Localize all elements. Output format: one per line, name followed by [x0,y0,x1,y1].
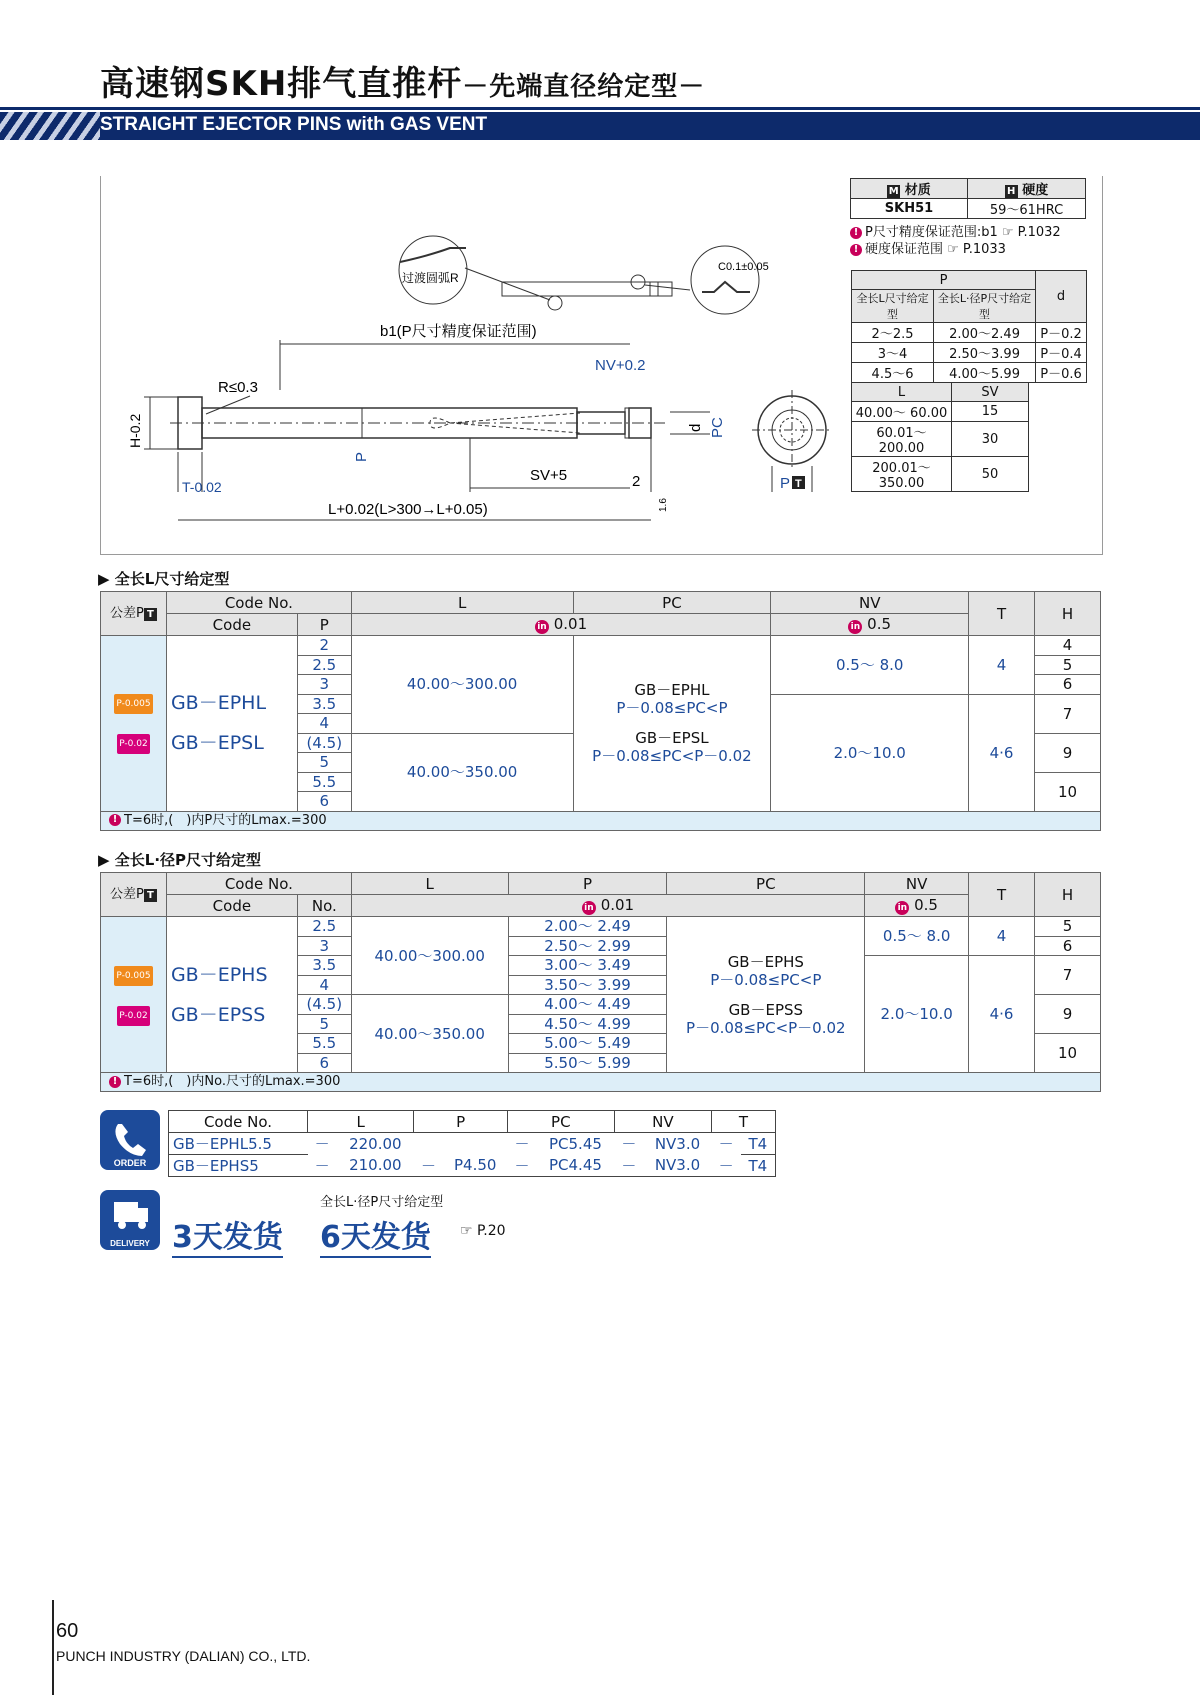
l-label: L+0.02(L>300→L+0.05) [328,501,488,518]
material-value: SKH51 [851,199,968,219]
svg-text:T: T [795,478,802,490]
p-d-table: P d 全长L尺寸给定型 全长L·径P尺寸给定型 2～2.5 2.00～2.49 P－0.2 3～4 2.50～3.99 P－0.4 4.5～6 4.00～5.99 P－0.6 [851,270,1087,383]
roughness-label: 1.6 [658,498,669,512]
page-number: 60 [56,1620,79,1642]
code-epss: GB－EPSS [170,1003,266,1026]
hardness-value: 59～61HRC [968,199,1086,219]
footer-rule [52,1600,54,1695]
pc-label: PC [709,417,726,438]
note-hardness: ! 硬度保证范围 ☞ P.1033 [850,238,1006,257]
code-epsl: GB－EPSL [170,732,264,755]
t-label: T-0.02 [182,479,222,495]
table-row: GB－EPHL5.5 － 220.00 － PC5.45 － NV3.0 － T4 [169,1133,776,1155]
sv-table: L SV 40.00～ 60.00 15 60.01～200.00 30 200.01～350.00 50 [851,382,1029,492]
b1-label: b1(P尺寸精度保证范围) [380,323,537,340]
radius-label: R≤0.3 [218,379,258,396]
order-table: Code No. L P PC NV T GB－EPHL5.5 － 220.00 － PC5.45 － NV3.0 － T4 GB－EPHS5 － 210.00 － P4.50 － PC4.45 － NV3.0 － T4 [168,1110,776,1177]
delivery-6days-label: 全长L·径P尺寸给定型 [320,1195,444,1210]
table-row: 2～2.5 2.00～2.49 P－0.2 [852,323,1087,343]
code-ephl: GB－EPHL [170,692,267,715]
table-row: 200.01～350.00 50 [852,457,1029,492]
table-row: GB－EPHS5 － 210.00 － P4.50 － PC4.45 － NV3.0 － T4 [169,1155,776,1177]
section2-table: 公差P T Code No. L P PC NV T H Code No. in 0.01 in 0.5 P-0.005 P-0.02 GB－EPHS GB－EPSS 2.5 40.00～300.00 2.00～ 2.49 GB－EPHS P－0.08≤PC<P GB－EPSS P－0.08≤PC<P－0.02 0.5～ 8.0 4 5 3 2.50～ 2.99 6 3.5 3.00～ 3.49 2.0～10.0 4·6 7 4 3.50～ 3.99 (4.5) 40.00～350.00 4.00～ 4.49 9 5 4.50～ 4.99 5.5 5.00～ 5.49 10 6 5.50～ 5.99 ! T=6时,( )内No.尺寸的Lmax.=300 [100,872,1101,1092]
delivery-ref: ☞ P.20 [460,1223,506,1239]
material-table: M 材质 H 硬度 SKH51 59～61HRC [850,178,1086,219]
nv-label: NV+0.2 [595,357,646,374]
sv-label: SV+5 [530,467,568,484]
chamfer-label: C0.1±0.05 [718,261,769,273]
table-row: 3～4 2.50～3.99 P－0.4 [852,343,1087,363]
delivery-icon [100,1190,160,1250]
svg-text:DELIVERY: DELIVERY [110,1239,150,1248]
order-icon [100,1110,160,1170]
ejector-pin-drawing [110,230,840,540]
d-label: d [687,423,704,432]
page-title: 高速钢SKH排气直推杆－先端直径给定型－ [100,64,706,104]
p-label: P [353,451,370,462]
table-row: 60.01～200.00 30 [852,422,1029,457]
section1-title: ▶ 全长L尺寸给定型 [98,570,230,588]
table-row: 40.00～ 60.00 15 [852,402,1029,422]
delivery-3days: 3天发货 [172,1212,283,1258]
table-row: 4.5～6 4.00～5.99 P－0.6 [852,363,1087,383]
h-label: H-0.2 [127,413,143,448]
banner-rule [0,107,1200,110]
transition-detail-circle [399,236,467,304]
svg-text:ORDER: ORDER [113,1158,147,1168]
section1-table: 公差P T Code No. L PC NV T H Code P in 0.01 in 0.5 P-0.005 P-0.02 GB－EPHL GB－EPSL 2 40.00～300.00 GB－EPHL P－0.08≤PC<P GB－EPSL P－0.08≤PC<P－0.02 0.5～ 8.0 4 4 2.5 5 3 6 3.5 2.0～10.0 4·6 7 4 (4.5) 40.00～350.00 9 5 5.5 10 6 ! T=6时,( )内P尺寸的Lmax.=300 [100,591,1101,831]
page-subtitle: －先端直径给定型－ [462,72,706,102]
code-ephs: GB－EPHS [170,963,268,986]
delivery-6days: 6天发货 [320,1212,431,1258]
chamfer-detail-circle [691,246,759,314]
transition-label: 过渡圆弧R [402,271,459,285]
end-view-p-label: P [780,475,791,492]
banner-stripes [0,112,100,140]
note-precision: ! P尺寸精度保证范围:b1 ☞ P.1032 [850,221,1061,240]
english-title: STRAIGHT EJECTOR PINS with GAS VENT [100,114,488,135]
company-name: PUNCH INDUSTRY (DALIAN) CO., LTD. [56,1648,311,1664]
two-label: 2 [632,473,641,490]
section2-title: ▶ 全长L·径P尺寸给定型 [98,851,262,869]
